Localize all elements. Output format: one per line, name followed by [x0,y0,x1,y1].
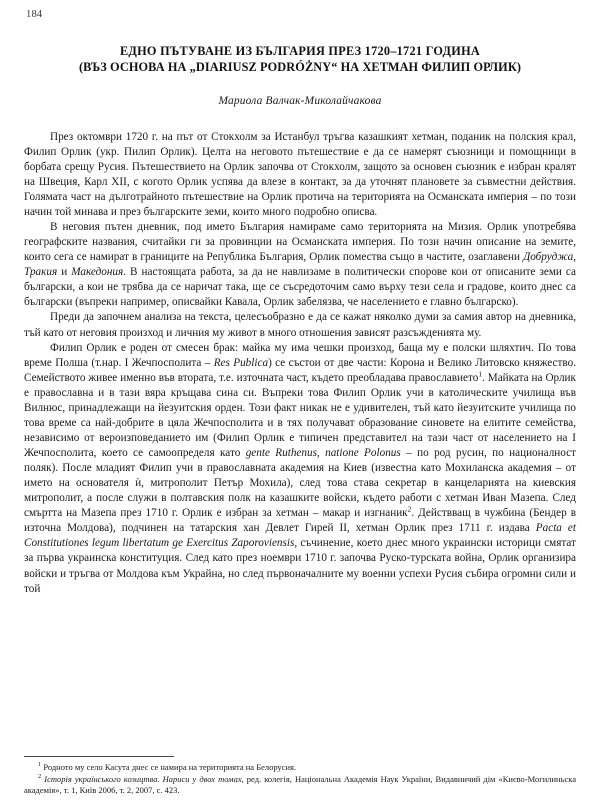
footnote-2-marker: 2 [38,773,42,781]
paragraph-1 [24,130,576,220]
footnotes-section [24,756,576,796]
title-line-1: ЕДНО ПЪТУВАНЕ ИЗ БЪЛГАРИЯ ПРЕЗ 1720–1721 ГОДИНА [119,43,481,58]
place-name-trakiya: Тракия [24,266,58,279]
paragraph-4-part-d: – по род русин, по националност поляк). После младият Филип учи в православната академия на Киев (известна като Мохиланска академия – от името на основателя ѝ, митрополит Петър Мохила), след това става секретар в канцеларията на киевския митрополит, а после служи в полтавския полк на казашките войски, където работи с хетман Иван Мазепа. След смъртта на Мазепа през 1710 г. Орлик е избран за хетман – макар и изгнаник [24,447,577,520]
paragraph-4-part-c: . Майката на Орлик е православна и в тази вяра кръщава сина си. Въпреки това Филип Орлик учи в католическите училища във Вилнюс, принадлежащи на йезуитския орден. Този факт никак не е удивителен, тъй като йезуитските училища по това време са най-добрите в цяла Жечпосполита и в тях получават образование синовете на елитите семейства, независимо от вероизповеданието им (Филип Орлик е типичен представител на тази част от населението на I Жечпосполита, което се самоопределя като [24,371,576,459]
paragraph-4-part-a: Филип Орлик е роден от смесен брак: майка му има чешки произход, баща му е полски шляхтич. По това време Полша (т.нар. I Жечпосполита – [24,341,576,369]
paragraph-2-part-a: В неговия пътен дневник, под името България намираме само територията на Мизия. Орлик употребява географските названия, считайки ги за провинции на Османската империя. По този начин описание на земите, които сега се намират в границите на Република България, Орлик помества също в частите, озаглавени [24,221,576,264]
footnote-ref-1[interactable]: 1 [478,368,483,378]
title-line-2: (ВЪЗ ОСНОВА НА „DIARIUSZ PODRÓŻNY“ НА ХЕТМАН ФИЛИП ОРЛИК) [78,60,522,75]
article-title [24,43,576,76]
latin-title-pacta-et-constitutiones: Pacta et Constitutiones legum libertatum ge Exercitus Zaporoviensis [24,522,577,550]
article-body [24,130,576,597]
place-name-dobrudzha: Добруджа [523,251,574,264]
paragraph-3-text: Преди да започнем анализа на текста, целесъобразно е да се кажат няколко думи за самия автор на дневника, тъй като от неговия произход и личния му живот в много отношения зависят разсъжденията му. [24,311,576,339]
paragraph-4-part-f: , съчинение, което днес много украински историци смятат за първа украинска конституция. След като през ноември 1710 г. започва Руско-турската война, Орлик организира войски и тръгва от Молдова към Украйна, но след първоначалните му военни успехи Русия събира огромни сили и той [24,537,576,595]
paragraph-2-sep-2: и [57,266,72,279]
paragraph-4-part-b: ) се състои от две части: Корона и Велико Литовско княжество. Семейството живее именно във втората, т.е. източната част, където преобладава православието [24,356,576,384]
paragraph-4 [24,341,576,597]
footnote-2-text: , ред. колегія, Національна Академія Наук України, Видавничий дім «Києво-Могилиньска академія», т. 1, Київ 2006, т. 2, 2007, с. 423. [24,773,577,795]
page-number: 184 [26,9,43,20]
paragraph-1-text: През октомври 1720 г. на път от Стокхолм за Истанбул тръгва казашкият хетман, поданик на полския крал, Филип Орлик (укр. Пилип Орлик). Целта на неговото пътешествие е да се намерят съюзници и помощници в борбата срещу Русия. Пътешествието на Орлик започва от Стокхолм, защото за основен съюзник е избран кралят на Швеция, Карл XII, с когото Орлик успява да влезе в контакт, за да уточнят плановете за съвместни действия. Голямата част на дълготрайното пътешествие на Орлик протича на територията на Османската империя – по този начин той минава и през българските земи, които много подробно описва. [24,130,576,218]
paragraph-4-part-e: . Действващ в чужбина (Бендер в източна Молдова), подчинен на татарския хан Девлет Гирей II, хетман Орлик през 1711 г. издава [24,507,577,535]
footnote-2 [24,774,576,796]
paragraph-2-part-b: . В настоящата работа, за да не навлизаме в политически спорове кои от описаните земи са български, а кои не трябва да се наричат така, ще се съсредоточим само върху тези села и градове, които днес са български (въпреки например, описвайки Кавала, Орлик забелязва, че населението е главно българско). [24,266,576,309]
footnote-1-text: Родното му село Касута днес се намира на територията на Белорусия. [41,761,297,772]
latin-term-res-publica: Res Publica [213,356,269,369]
latin-term-gente-ruthenus: gente Ruthenus, natione Polonus [245,447,401,459]
footnote-separator-rule [24,756,174,757]
footnote-1 [24,762,576,773]
paragraph-2 [24,220,576,310]
paragraph-2-sep-1: , [573,251,576,264]
author-name: Мариола Валчак-Миколайчакова [218,94,382,107]
paragraph-3 [24,310,576,340]
footnote-1-marker: 1 [38,761,42,769]
footnote-ref-2[interactable]: 2 [407,504,412,514]
place-name-makedoniya: Македония [71,266,124,279]
footnote-2-title: Історія українського козицтва. Нариси у двох томах [44,773,242,784]
